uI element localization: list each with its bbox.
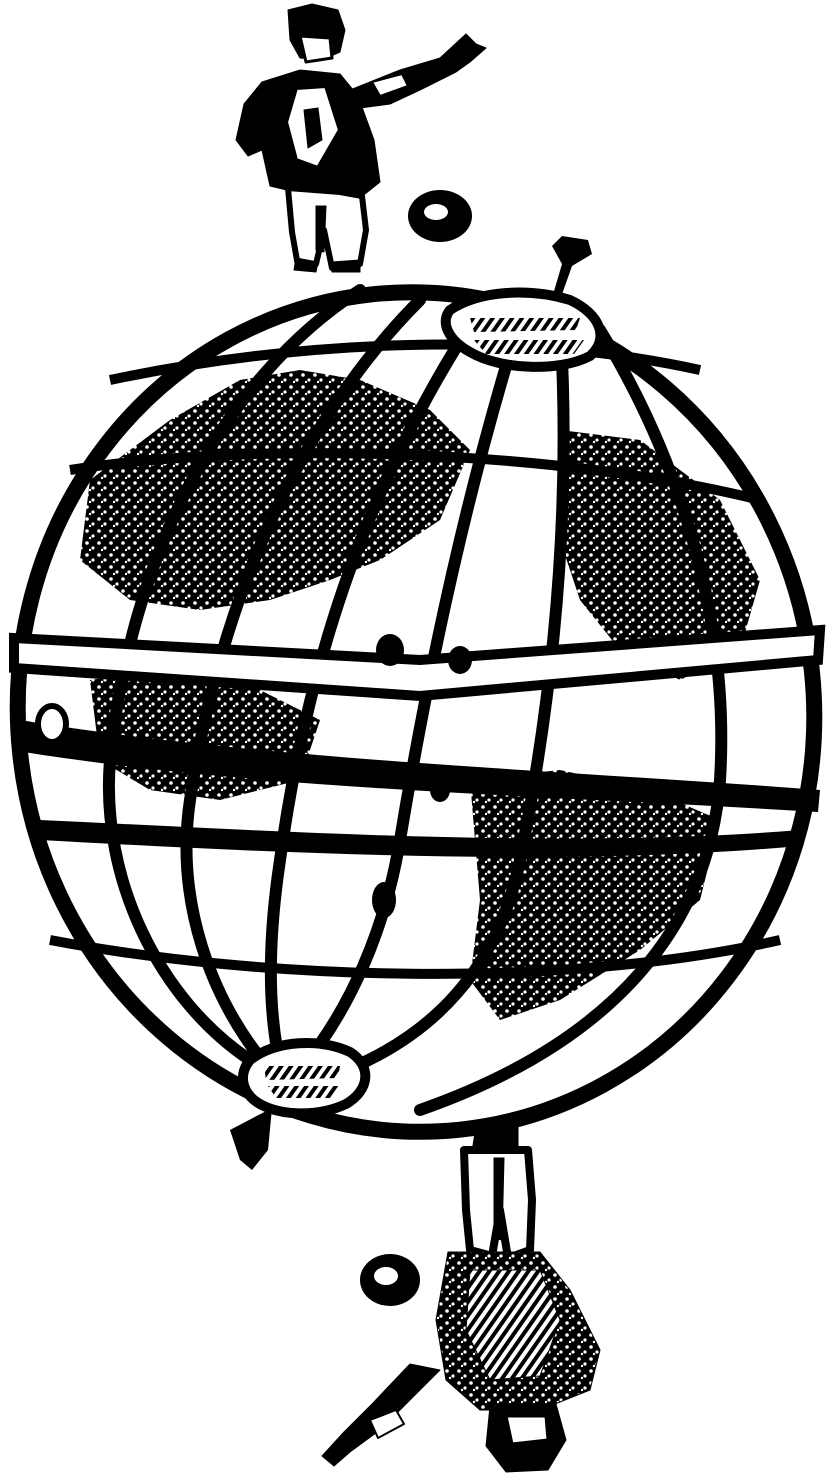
north-pole-rosette — [446, 293, 601, 367]
hat-icon — [408, 190, 472, 242]
man-hanging-upside-down-icon — [322, 1124, 600, 1472]
falling-hat-icon — [360, 1254, 420, 1306]
south-pole-rosette — [243, 1043, 365, 1113]
globe-icon — [0, 236, 832, 1171]
